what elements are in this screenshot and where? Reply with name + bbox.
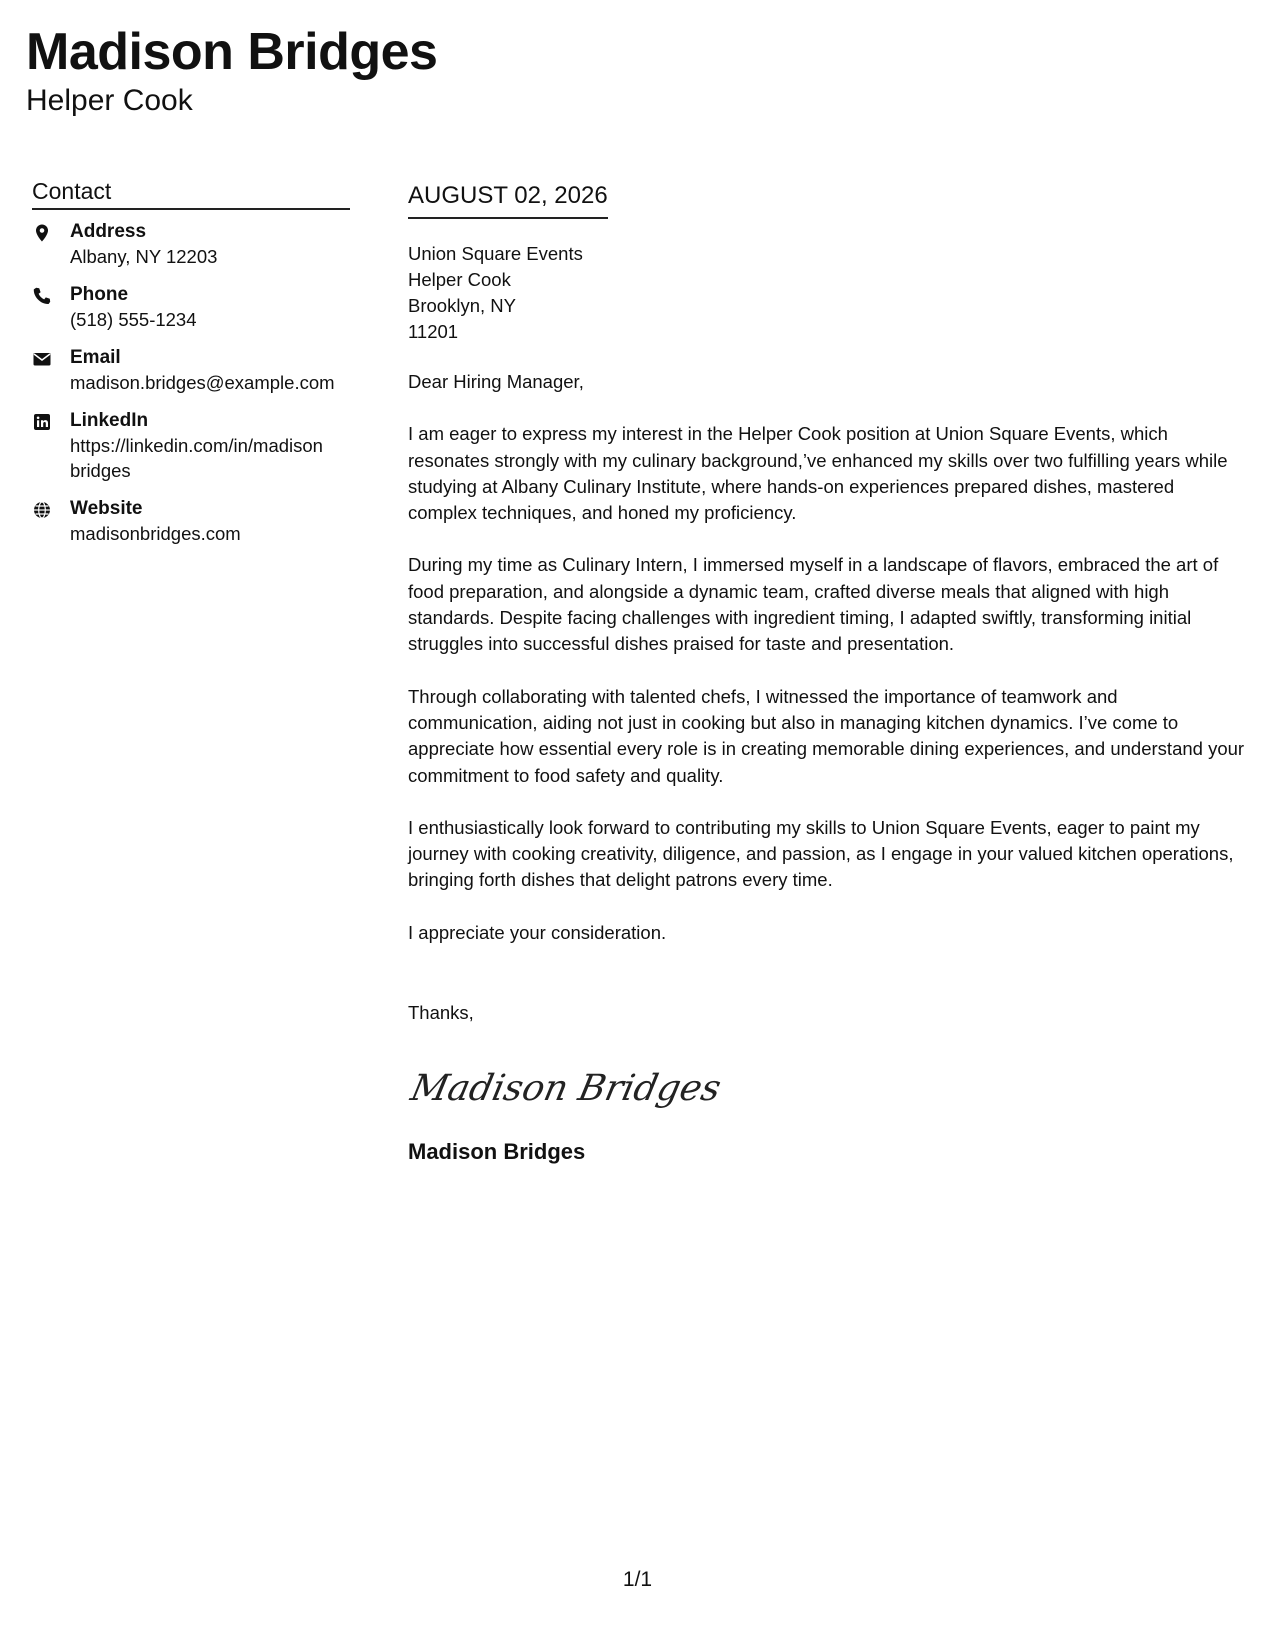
applicant-role: Helper Cook xyxy=(26,84,193,117)
contact-label: LinkedIn xyxy=(70,410,149,431)
contact-label: Email xyxy=(70,347,121,368)
contact-item-linkedin xyxy=(32,409,350,483)
contact-label: Address xyxy=(70,221,147,242)
paragraph: I enthusiastically look forward to contributing my skills to Union Square Events, eager to paint my journey with cooking creativity, diligence, and passion, as I engage in your valued kitchen operations, bringing forth dishes that delight patrons every time. xyxy=(408,816,1234,891)
paragraph: During my time as Culinary Intern, I immersed myself in a landscape of flavors, embraced the art of food preparation, and alongside a dynamic team, crafted diverse meals that aligned with high standards. Despite facing challenges with ingredient timing, I adapted swiftly, transforming initial struggles into successful dishes praised for taste and presentation. xyxy=(408,554,1219,655)
contact-value: (518) 555-1234 xyxy=(70,309,197,330)
letter-body xyxy=(408,180,1248,1166)
greeting: Dear Hiring Manager, xyxy=(408,371,584,392)
contact-item-address xyxy=(32,220,350,269)
contact-label: Website xyxy=(70,498,143,519)
contact-item-email xyxy=(32,346,350,395)
closing: Thanks, xyxy=(408,1002,474,1024)
signer-name: Madison Bridges xyxy=(408,1139,586,1165)
linkedin-icon xyxy=(32,409,70,483)
contact-sidebar xyxy=(32,176,350,560)
recipient-block xyxy=(408,241,1248,345)
paragraph: I appreciate your consideration. xyxy=(408,921,667,943)
recipient-city: Brooklyn, NY xyxy=(408,295,516,316)
contact-value[interactable]: madisonbridges.com xyxy=(70,523,241,544)
recipient-position: Helper Cook xyxy=(408,269,511,290)
phone-icon xyxy=(32,283,70,332)
paragraph: I am eager to express my interest in the Helper Cook position at Union Square Events, which resonates strongly with my culinary background,’ve enhanced my skills over two fulfilling years while studying at Albany Culinary Institute, where hands-on experiences prepared dishes, mastered complex techniques, and honed my proficiency. xyxy=(408,423,1228,524)
recipient-company: Union Square Events xyxy=(408,243,583,264)
map-pin-icon xyxy=(32,220,70,269)
letter-date: AUGUST 02, 2026 xyxy=(408,180,608,219)
globe-icon xyxy=(32,497,70,546)
contact-item-website xyxy=(32,497,350,546)
page-number: 1/1 xyxy=(622,1568,653,1591)
contact-label: Phone xyxy=(70,284,129,305)
applicant-name: Madison Bridges xyxy=(26,23,438,81)
paragraph: Through collaborating with talented chefs, I witnessed the importance of teamwork and communication, aiding not just in cooking but also in managing kitchen dynamics. I’ve come to appreciate how essential every role is in creating memorable dining experiences, and understand your commitment to food safety and quality. xyxy=(408,685,1245,786)
contact-list xyxy=(32,220,350,546)
contact-value[interactable]: madison.bridges@example.com xyxy=(70,372,335,393)
contact-value[interactable]: https://linkedin.com/in/madison bridges xyxy=(70,435,323,481)
recipient-zip: 11201 xyxy=(408,321,459,342)
contact-value: Albany, NY 12203 xyxy=(70,246,218,267)
resume-header xyxy=(26,20,437,118)
envelope-icon xyxy=(32,346,70,395)
contact-heading: Contact xyxy=(32,176,350,210)
contact-item-phone xyxy=(32,283,350,332)
signature-text: Madison Bridges xyxy=(407,1066,725,1110)
signature-image xyxy=(408,1058,1248,1118)
